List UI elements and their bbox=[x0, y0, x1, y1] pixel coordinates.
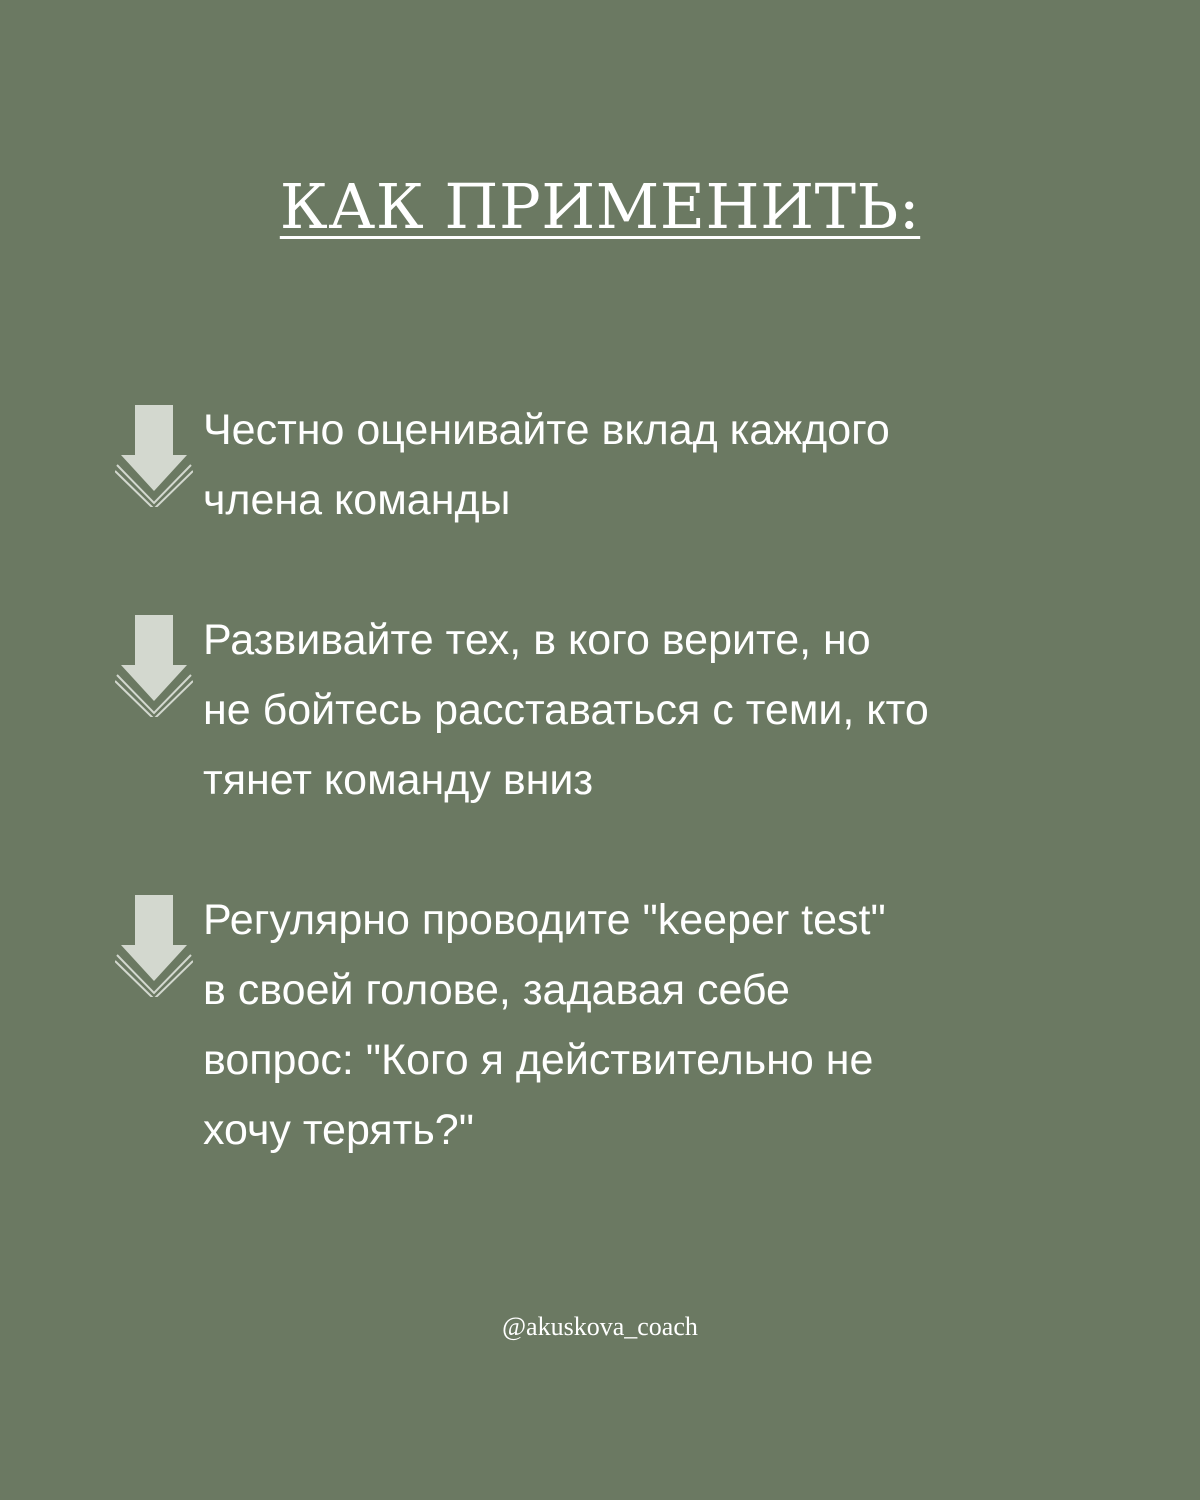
list-item-text: Регулярно проводите "keeper test" в своей голове, задавая себе вопрос: "Кого я действительно не хочу терять?" bbox=[203, 896, 886, 1154]
slide-title bbox=[0, 168, 1200, 246]
list-item-text: Честно оценивайте вклад каждого члена команды bbox=[203, 406, 890, 524]
down-arrow-icon bbox=[115, 615, 193, 717]
author-handle[interactable]: @akuskova_coach bbox=[502, 1312, 698, 1341]
list-item-text: Развивайте тех, в кого верите, но не бойтесь расставаться с теми, кто тянет команду вниз bbox=[203, 616, 929, 804]
down-arrow-icon bbox=[115, 405, 193, 507]
title-text: КАК ПРИМЕНИТЬ: bbox=[279, 170, 921, 243]
down-arrow-icon bbox=[115, 895, 193, 997]
